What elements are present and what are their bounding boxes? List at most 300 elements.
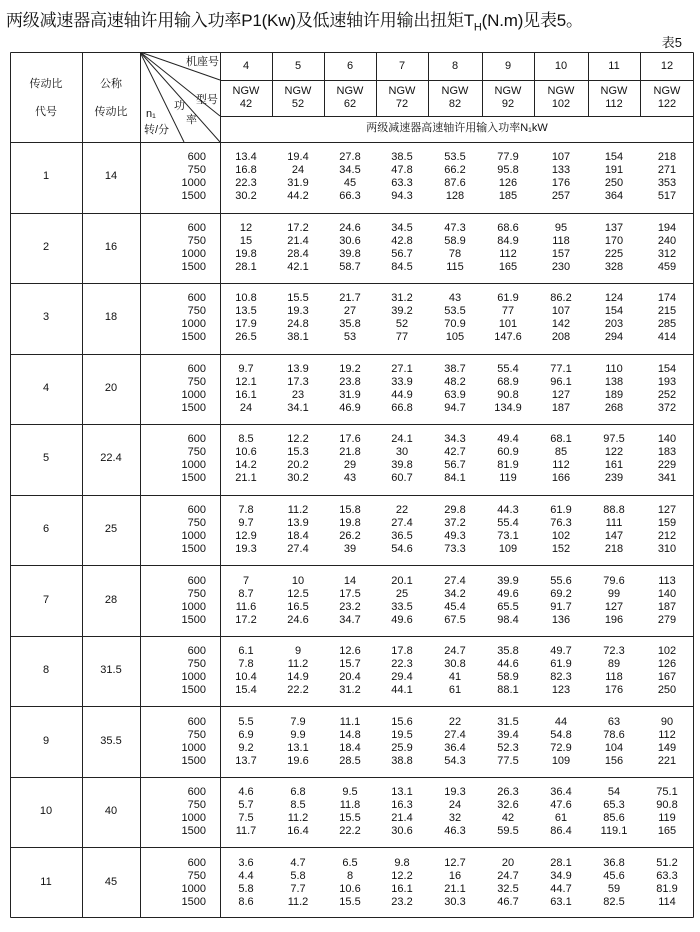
power-value-cell: 239 [604, 472, 624, 485]
header-type-label: 型号 [196, 94, 218, 106]
power-value-cell: 113 [658, 574, 676, 587]
header-model-number: 42 [239, 98, 253, 110]
power-value-cell: 28.1 [550, 856, 572, 869]
power-value-cell: 87.6 [444, 177, 466, 190]
power-value-cell: 14 [343, 574, 357, 587]
power-value-cell: 21.4 [287, 234, 309, 247]
power-value-cell: 229 [657, 459, 677, 472]
power-value-cell: 54.8 [550, 728, 572, 741]
power-value-cell: 17.2 [235, 613, 257, 626]
speed-cell: 1000 [181, 530, 206, 542]
power-value-cell: 11.7 [235, 825, 257, 838]
power-value-cell: 84.9 [497, 234, 519, 247]
power-value-cell: 61.9 [550, 504, 572, 516]
header-power-label-2: 率 [186, 114, 197, 126]
power-value-cell: 42.8 [391, 234, 413, 247]
power-value-cell: 11.6 [235, 600, 257, 613]
power-value-cell: 24 [448, 799, 462, 812]
power-value-cell: 68.6 [497, 221, 519, 234]
power-value-cell: 24.6 [339, 221, 361, 234]
power-value-cell: 166 [551, 472, 571, 485]
power-value-cell: 11.2 [287, 895, 309, 908]
power-value-cell: 6.5 [342, 856, 358, 869]
power-value-cell: 414 [657, 331, 677, 344]
power-value-cell: 193 [657, 375, 677, 388]
power-value-cell: 310 [657, 543, 677, 555]
speed-cell: 1500 [181, 613, 206, 626]
power-value-cell: 34.9 [550, 869, 572, 882]
power-value-cell: 20 [501, 856, 515, 869]
header-frame-label: 机座号 [186, 56, 219, 68]
power-value-cell: 44.9 [391, 388, 413, 401]
power-value-cell: 39.9 [497, 574, 519, 587]
table-label: 表5 [661, 35, 682, 50]
power-value-cell: 85.6 [603, 812, 625, 825]
speed-cell: 1500 [181, 260, 206, 273]
power-value-cell: 138 [604, 375, 624, 388]
power-value-cell: 58.9 [497, 671, 519, 684]
power-value-cell: 126 [498, 177, 518, 190]
power-value-cell: 47.6 [550, 799, 572, 812]
power-value-cell: 149 [657, 741, 677, 754]
power-value-cell: 134.9 [494, 401, 522, 414]
speed-cell: 1000 [181, 318, 206, 331]
power-value-cell: 94.3 [391, 190, 413, 203]
speed-cell: 600 [187, 786, 206, 799]
power-value-cell: 66.3 [339, 190, 361, 203]
power-value-cell: 81.9 [656, 882, 678, 895]
power-value-cell: 8.5 [238, 433, 254, 446]
power-value-cell: 45 [343, 177, 357, 190]
power-value-cell: 161 [604, 459, 624, 472]
speed-cell: 600 [187, 292, 206, 305]
row-code-cell: 7 [42, 593, 50, 606]
power-value-cell: 73.1 [497, 530, 519, 542]
power-value-cell: 19.3 [235, 543, 257, 555]
power-value-cell: 23.2 [339, 600, 361, 613]
row-code-cell: 10 [39, 805, 53, 818]
power-value-cell: 107 [551, 151, 571, 164]
row-ratio-cell: 45 [104, 875, 118, 888]
power-value-cell: 29 [343, 459, 357, 472]
power-value-cell: 38.5 [391, 151, 413, 164]
header-model-number: 122 [657, 98, 677, 110]
power-value-cell: 364 [604, 190, 624, 203]
header-model-prefix: NGW [284, 85, 312, 97]
title-main: 两级减速器高速轴许用输入功率P1(Kw)及低速轴许用输出扭矩T [6, 11, 474, 30]
power-value-cell: 82.5 [603, 895, 625, 908]
row-code-cell: 8 [42, 664, 50, 677]
power-value-cell: 22 [395, 504, 409, 516]
power-value-cell: 97.5 [603, 433, 625, 446]
power-value-cell: 109 [551, 754, 571, 767]
power-value-cell: 13.1 [287, 741, 309, 754]
power-value-cell: 127 [657, 504, 677, 516]
speed-cell: 1500 [181, 190, 206, 203]
power-value-cell: 47.8 [391, 164, 413, 177]
power-value-cell: 33.5 [391, 600, 413, 613]
row-ratio-cell: 16 [104, 240, 118, 253]
power-value-cell: 29.8 [444, 504, 466, 516]
speed-cell: 600 [187, 151, 206, 164]
speed-cell: 600 [187, 221, 206, 234]
power-value-cell: 147 [604, 530, 624, 542]
power-value-cell: 82.3 [550, 671, 572, 684]
power-value-cell: 22.3 [235, 177, 257, 190]
power-value-cell: 25 [395, 587, 409, 600]
power-value-cell: 43 [343, 472, 357, 485]
power-value-cell: 10.6 [235, 446, 257, 459]
power-value-cell: 15.5 [339, 895, 361, 908]
row-ratio-cell: 14 [104, 170, 118, 183]
header-model-number: 72 [395, 98, 409, 110]
power-value-cell: 42.1 [287, 260, 309, 273]
power-value-cell: 208 [551, 331, 571, 344]
power-value-cell: 22.2 [287, 684, 309, 697]
power-value-cell: 20.4 [339, 671, 361, 684]
power-value-cell: 78 [448, 247, 462, 260]
power-value-cell: 47.3 [444, 221, 466, 234]
power-value-cell: 27 [343, 305, 357, 318]
power-value-cell: 24 [239, 401, 253, 414]
power-value-cell: 39.8 [339, 247, 361, 260]
power-value-cell: 127 [551, 388, 571, 401]
speed-cell: 600 [187, 504, 206, 516]
power-value-cell: 65.5 [497, 600, 519, 613]
power-value-cell: 9.9 [290, 728, 306, 741]
power-value-cell: 112 [658, 728, 676, 741]
header-model-prefix: NGW [653, 85, 681, 97]
power-value-cell: 11.8 [339, 799, 361, 812]
power-value-cell: 119 [499, 472, 517, 485]
power-value-cell: 45.6 [603, 869, 625, 882]
power-value-cell: 170 [604, 234, 624, 247]
power-value-cell: 9.8 [394, 856, 410, 869]
power-value-cell: 99 [607, 587, 621, 600]
power-value-cell: 11.2 [287, 812, 309, 825]
power-value-cell: 12 [239, 221, 253, 234]
power-value-cell: 34.5 [339, 164, 361, 177]
power-value-cell: 44.6 [497, 658, 519, 671]
power-value-cell: 15.5 [287, 292, 309, 305]
power-value-cell: 31.2 [339, 684, 361, 697]
power-value-cell: 84.1 [444, 472, 466, 485]
power-value-cell: 68.1 [550, 433, 572, 446]
power-value-cell: 23.8 [339, 375, 361, 388]
power-value-cell: 31.9 [339, 388, 361, 401]
header-speed-label-2: 转/分 [144, 124, 170, 136]
header-model-prefix: NGW [547, 85, 575, 97]
power-value-cell: 63.1 [550, 895, 572, 908]
power-value-cell: 12.9 [235, 530, 257, 542]
row-ratio-cell: 35.5 [100, 734, 122, 747]
speed-cell: 600 [187, 574, 206, 587]
speed-cell: 750 [187, 234, 206, 247]
header-model-prefix: NGW [388, 85, 416, 97]
power-value-cell: 95 [554, 221, 568, 234]
power-value-cell: 30.3 [444, 895, 466, 908]
power-value-cell: 157 [551, 247, 571, 260]
header-model-prefix: NGW [441, 85, 469, 97]
power-value-cell: 167 [657, 671, 677, 684]
power-value-cell: 25.9 [391, 741, 413, 754]
power-value-cell: 20.2 [287, 459, 309, 472]
power-value-cell: 27.4 [444, 574, 466, 587]
power-value-cell: 26.5 [235, 331, 257, 344]
power-value-cell: 240 [657, 234, 677, 247]
header-model-prefix: NGW [600, 85, 628, 97]
speed-cell: 600 [187, 362, 206, 375]
power-value-cell: 61.9 [550, 658, 572, 671]
speed-cell: 1500 [181, 543, 206, 555]
power-value-cell: 13.7 [235, 754, 257, 767]
row-ratio-cell: 40 [104, 805, 118, 818]
power-value-cell: 156 [604, 754, 624, 767]
power-value-cell: 9 [294, 645, 302, 658]
power-value-cell: 30.6 [391, 825, 413, 838]
power-value-cell: 36.8 [603, 856, 625, 869]
power-value-cell: 7.8 [238, 658, 254, 671]
power-value-cell: 30.6 [339, 234, 361, 247]
power-value-cell: 88.8 [603, 504, 625, 516]
power-value-cell: 12.5 [287, 587, 309, 600]
power-value-cell: 77 [501, 305, 515, 318]
power-value-cell: 77.9 [497, 151, 519, 164]
power-value-cell: 61 [448, 684, 462, 697]
power-value-cell: 41 [448, 671, 462, 684]
speed-cell: 1500 [181, 331, 206, 344]
power-value-cell: 215 [657, 305, 677, 318]
power-value-cell: 4.6 [238, 786, 254, 799]
power-value-cell: 196 [604, 613, 624, 626]
power-value-cell: 44.2 [287, 190, 309, 203]
power-value-cell: 27.1 [391, 362, 413, 375]
title-tail: (N.m)见表5。 [481, 11, 583, 30]
power-value-cell: 203 [604, 318, 624, 331]
power-value-cell: 185 [498, 190, 518, 203]
power-value-cell: 32 [448, 812, 462, 825]
power-value-cell: 16 [448, 869, 462, 882]
power-value-cell: 137 [604, 221, 624, 234]
power-value-cell: 101 [498, 318, 518, 331]
power-value-cell: 12.6 [339, 645, 361, 658]
header-code-label-1: 传动比 [29, 78, 63, 90]
power-value-cell: 28.1 [235, 260, 257, 273]
power-value-cell: 7.7 [290, 882, 306, 895]
power-value-cell: 77 [395, 331, 409, 344]
row-code-cell: 5 [42, 452, 50, 465]
power-value-cell: 6.9 [238, 728, 254, 741]
power-value-cell: 126 [657, 658, 677, 671]
power-value-cell: 20.1 [391, 574, 413, 587]
power-value-cell: 12.2 [391, 869, 413, 882]
power-value-cell: 35.8 [339, 318, 361, 331]
power-value-cell: 115 [446, 260, 464, 273]
power-value-cell: 15.5 [339, 812, 361, 825]
power-value-cell: 86.4 [550, 825, 572, 838]
power-value-cell: 8.6 [238, 895, 254, 908]
power-value-cell: 10.8 [235, 292, 257, 305]
power-value-cell: 271 [657, 164, 677, 177]
header-power-label-1: 功 [174, 100, 185, 112]
power-value-cell: 39 [343, 543, 357, 555]
power-value-cell: 15.4 [235, 684, 257, 697]
speed-cell: 1500 [181, 401, 206, 414]
header-frame-number: 5 [294, 60, 302, 72]
speed-cell: 750 [187, 164, 206, 177]
power-value-cell: 14.9 [287, 671, 309, 684]
header-model-number: 102 [551, 98, 571, 110]
power-value-cell: 154 [657, 362, 677, 375]
power-value-cell: 36.4 [444, 741, 466, 754]
power-value-cell: 112 [499, 247, 517, 260]
power-value-cell: 63 [607, 715, 621, 728]
power-value-cell: 53 [343, 331, 357, 344]
power-value-cell: 102 [657, 645, 677, 658]
power-value-cell: 26.2 [339, 530, 361, 542]
speed-cell: 1000 [181, 177, 206, 190]
speed-cell: 600 [187, 856, 206, 869]
power-value-cell: 110 [605, 362, 623, 375]
power-value-cell: 142 [551, 318, 571, 331]
row-code-cell: 2 [42, 240, 50, 253]
power-value-cell: 19.2 [339, 362, 361, 375]
power-value-cell: 7.9 [290, 715, 306, 728]
power-value-cell: 12.2 [287, 433, 309, 446]
power-value-cell: 95.8 [497, 164, 519, 177]
power-value-cell: 122 [604, 446, 624, 459]
power-value-cell: 250 [657, 684, 677, 697]
power-value-cell: 58.9 [444, 234, 466, 247]
power-value-cell: 30.8 [444, 658, 466, 671]
row-code-cell: 9 [42, 734, 50, 747]
header-ratio-label-2: 传动比 [94, 106, 128, 118]
power-value-cell: 11.2 [287, 658, 309, 671]
power-value-cell: 12.7 [444, 856, 466, 869]
power-rating-table [10, 52, 694, 918]
power-value-cell: 22.3 [391, 658, 413, 671]
power-value-cell: 28.5 [339, 754, 361, 767]
power-value-cell: 118 [552, 234, 570, 247]
power-value-cell: 61.9 [497, 292, 519, 305]
power-value-cell: 11.1 [339, 715, 361, 728]
power-value-cell: 19.4 [287, 151, 309, 164]
power-value-cell: 102 [551, 530, 571, 542]
power-value-cell: 15.3 [287, 446, 309, 459]
power-value-cell: 63.9 [444, 388, 466, 401]
speed-cell: 1000 [181, 600, 206, 613]
power-value-cell: 69.2 [550, 587, 572, 600]
power-value-cell: 459 [657, 260, 677, 273]
power-value-cell: 19.6 [287, 754, 309, 767]
power-value-cell: 128 [445, 190, 465, 203]
power-value-cell: 36.4 [550, 786, 572, 799]
power-value-cell: 221 [657, 754, 677, 767]
power-value-cell: 34.7 [339, 613, 361, 626]
speed-cell: 750 [187, 305, 206, 318]
power-value-cell: 107 [551, 305, 571, 318]
power-value-cell: 123 [551, 684, 571, 697]
power-value-cell: 44 [554, 715, 568, 728]
power-value-cell: 136 [551, 613, 571, 626]
power-value-cell: 53.5 [444, 151, 466, 164]
power-value-cell: 39.8 [391, 459, 413, 472]
speed-cell: 750 [187, 869, 206, 882]
power-value-cell: 147.6 [494, 331, 522, 344]
speed-cell: 1500 [181, 472, 206, 485]
power-value-cell: 29.4 [391, 671, 413, 684]
power-value-cell: 26.3 [497, 786, 519, 799]
power-value-cell: 72.3 [603, 645, 625, 658]
power-value-cell: 15.7 [339, 658, 361, 671]
power-value-cell: 48.2 [444, 375, 466, 388]
power-value-cell: 127 [604, 600, 624, 613]
power-value-cell: 34.5 [391, 221, 413, 234]
power-value-cell: 35.8 [497, 645, 519, 658]
power-value-cell: 49.4 [497, 433, 519, 446]
row-code-cell: 6 [42, 523, 50, 535]
power-value-cell: 111 [605, 517, 623, 529]
row-ratio-cell: 25 [104, 523, 118, 535]
power-value-cell: 3.6 [238, 856, 254, 869]
power-value-cell: 212 [657, 530, 677, 542]
header-frame-number: 11 [608, 60, 620, 72]
power-value-cell: 42.7 [444, 446, 466, 459]
power-value-cell: 27.4 [287, 543, 309, 555]
power-value-cell: 39.4 [497, 728, 519, 741]
row-ratio-cell: 22.4 [100, 452, 122, 465]
speed-cell: 600 [187, 645, 206, 658]
power-value-cell: 49.6 [391, 613, 413, 626]
power-value-cell: 11.2 [287, 504, 309, 516]
power-value-cell: 56.7 [391, 247, 413, 260]
power-value-cell: 59.5 [497, 825, 519, 838]
power-value-cell: 7.8 [238, 504, 254, 516]
power-value-cell: 16.1 [391, 882, 413, 895]
speed-cell: 1000 [181, 388, 206, 401]
power-value-cell: 17.9 [235, 318, 257, 331]
power-value-cell: 42 [501, 812, 515, 825]
power-value-cell: 54.3 [444, 754, 466, 767]
power-value-cell: 46.7 [497, 895, 519, 908]
power-value-cell: 53.5 [444, 305, 466, 318]
power-value-cell: 78.6 [603, 728, 625, 741]
row-ratio-cell: 28 [104, 593, 118, 606]
header-model-number: 92 [501, 98, 515, 110]
power-value-cell: 55.6 [550, 574, 572, 587]
power-value-cell: 112 [552, 459, 570, 472]
power-value-cell: 218 [657, 151, 677, 164]
speed-cell: 600 [187, 433, 206, 446]
speed-cell: 750 [187, 375, 206, 388]
speed-cell: 1000 [181, 459, 206, 472]
power-value-cell: 13.9 [287, 362, 309, 375]
row-ratio-cell: 18 [104, 311, 118, 324]
header-frame-number: 7 [398, 60, 406, 72]
power-value-cell: 152 [551, 543, 571, 555]
power-value-cell: 49.3 [444, 530, 466, 542]
power-value-cell: 38.7 [444, 362, 466, 375]
power-value-cell: 187 [551, 401, 571, 414]
power-value-cell: 187 [657, 600, 677, 613]
row-code-cell: 11 [40, 875, 52, 888]
power-value-cell: 133 [551, 164, 571, 177]
header-model-prefix: NGW [232, 85, 260, 97]
power-value-cell: 353 [657, 177, 677, 190]
power-value-cell: 252 [657, 388, 677, 401]
power-value-cell: 21.4 [391, 812, 413, 825]
power-value-cell: 194 [657, 221, 677, 234]
